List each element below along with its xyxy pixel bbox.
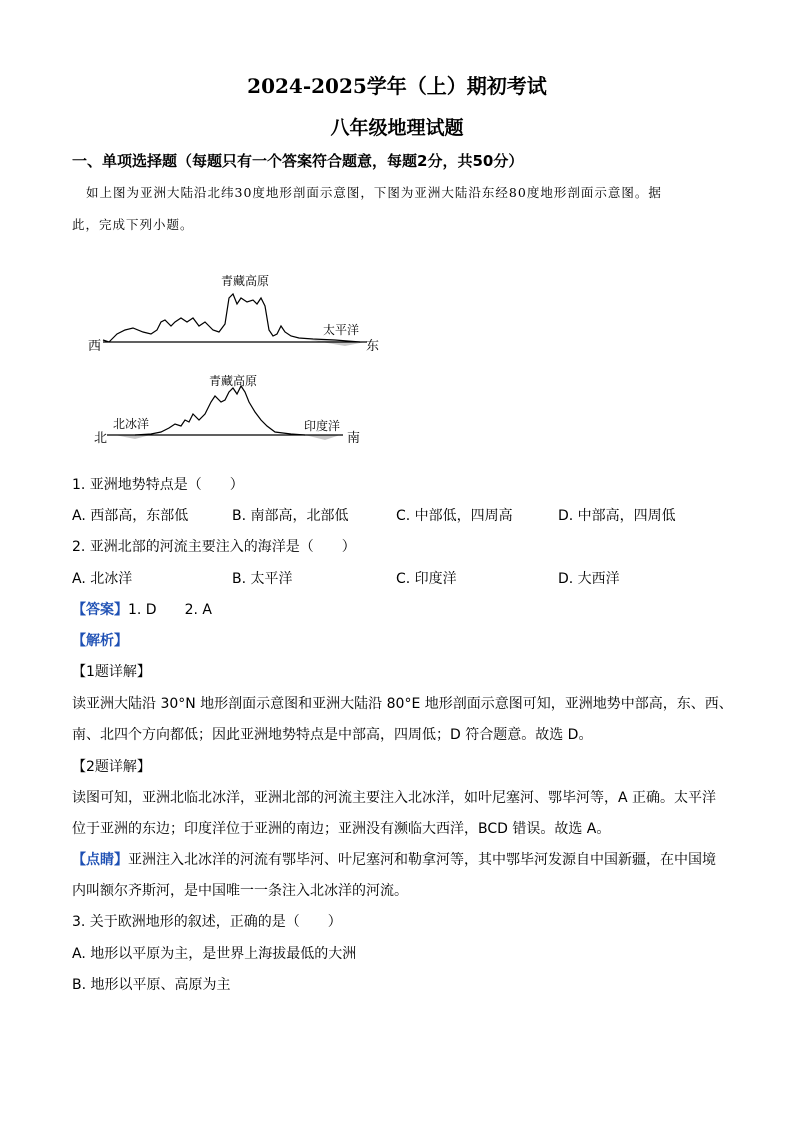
profile-80e-terrain — [135, 386, 305, 435]
tip-line-2: 内叫额尔齐斯河，是中国唯一一条注入北冰洋的河流。 — [72, 883, 408, 899]
profile-80e-peak-label: 青藏高原 — [209, 374, 258, 388]
profile-80e-south-label: 南 — [347, 431, 361, 446]
answer-line — [72, 599, 212, 619]
q1-option-c[interactable]: C. 中部低，四周高 — [396, 508, 513, 524]
q1-option-b[interactable]: B. 南部高，北部低 — [232, 508, 349, 524]
q3-option-a[interactable]: A. 地形以平原为主，是世界上海拔最低的大洲 — [72, 946, 357, 962]
detail-2-line-1: 读图可知，亚洲北临北冰洋，亚洲北部的河流主要注入北冰洋，如叶尼塞河、鄂毕河等，A 正确。太平洋 — [72, 790, 717, 806]
profile-30n-terrain — [103, 294, 360, 342]
q1-option-d[interactable]: D. 中部高，四周低 — [558, 508, 676, 524]
profile-80e-ocean-north — [115, 435, 150, 439]
detail-1-line-1: 读亚洲大陆沿 30°N 地形剖面示意图和亚洲大陆沿 80°E 地形剖面示意图可知，亚洲地势中部高，东、西、 — [72, 696, 733, 712]
section-heading: 一、单项选择题（每题只有一个答案符合题意，每题2分，共50分） — [72, 152, 524, 170]
answer-text: 1. D 2. A — [128, 602, 212, 618]
detail-2-heading: 【2题详解】 — [72, 759, 151, 775]
intro-line-2: 此，完成下列小题。 — [72, 217, 194, 232]
profile-30n-west-label: 西 — [88, 339, 102, 354]
tip-tag: 【点睛】 — [72, 852, 128, 868]
q1-option-a[interactable]: A. 西部高，东部低 — [72, 508, 189, 524]
profile-30n-peak-label: 青藏高原 — [221, 274, 270, 288]
tip-text-1: 亚洲注入北冰洋的河流有鄂毕河、叶尼塞河和勒拿河等，其中鄂毕河发源自中国新疆，在中国境 — [128, 852, 716, 868]
intro-line-1: 如上图为亚洲大陆沿北纬30度地形剖面示意图，下图为亚洲大陆沿东经80度地形剖面示意图。据 — [86, 185, 662, 200]
analysis-line — [72, 630, 128, 650]
tip-line-1 — [72, 849, 716, 869]
q2-option-c[interactable]: C. 印度洋 — [396, 571, 457, 587]
profile-80e-indian-label: 印度洋 — [304, 419, 341, 433]
question-2-stem: 2. 亚洲北部的河流主要注入的海洋是（ ） — [72, 539, 356, 555]
q3-option-b[interactable]: B. 地形以平原、高原为主 — [72, 977, 231, 993]
profile-80e-ocean-south — [305, 435, 340, 440]
question-1-stem: 1. 亚洲地势特点是（ ） — [72, 477, 244, 493]
q2-option-b[interactable]: B. 太平洋 — [232, 571, 293, 587]
detail-1-line-2: 南、北四个方向都低；因此亚洲地势特点是中部高，四周低；D 符合题意。故选 D。 — [72, 727, 593, 743]
q2-option-d[interactable]: D. 大西洋 — [558, 571, 620, 587]
q2-option-a[interactable]: A. 北冰洋 — [72, 571, 133, 587]
exam-subtitle: 八年级地理试题 — [330, 117, 464, 139]
profile-30n-ocean — [310, 340, 365, 346]
detail-1-heading: 【1题详解】 — [72, 664, 151, 680]
question-3-stem: 3. 关于欧洲地形的叙述，正确的是（ ） — [72, 914, 342, 930]
answer-tag: 【答案】 — [72, 602, 128, 618]
detail-2-line-2: 位于亚洲的东边；印度洋位于亚洲的南边；亚洲没有濒临大西洋，BCD 错误。故选 A。 — [72, 821, 611, 837]
profile-80e-north-label: 北 — [94, 431, 108, 446]
profile-30n-east-label: 东 — [366, 339, 380, 354]
analysis-tag: 【解析】 — [72, 633, 128, 649]
profile-80e-arctic-label: 北冰洋 — [113, 417, 150, 431]
profile-30n-pacific-label: 太平洋 — [323, 323, 360, 337]
exam-title: 2024-2025学年（上）期初考试 — [247, 74, 547, 98]
